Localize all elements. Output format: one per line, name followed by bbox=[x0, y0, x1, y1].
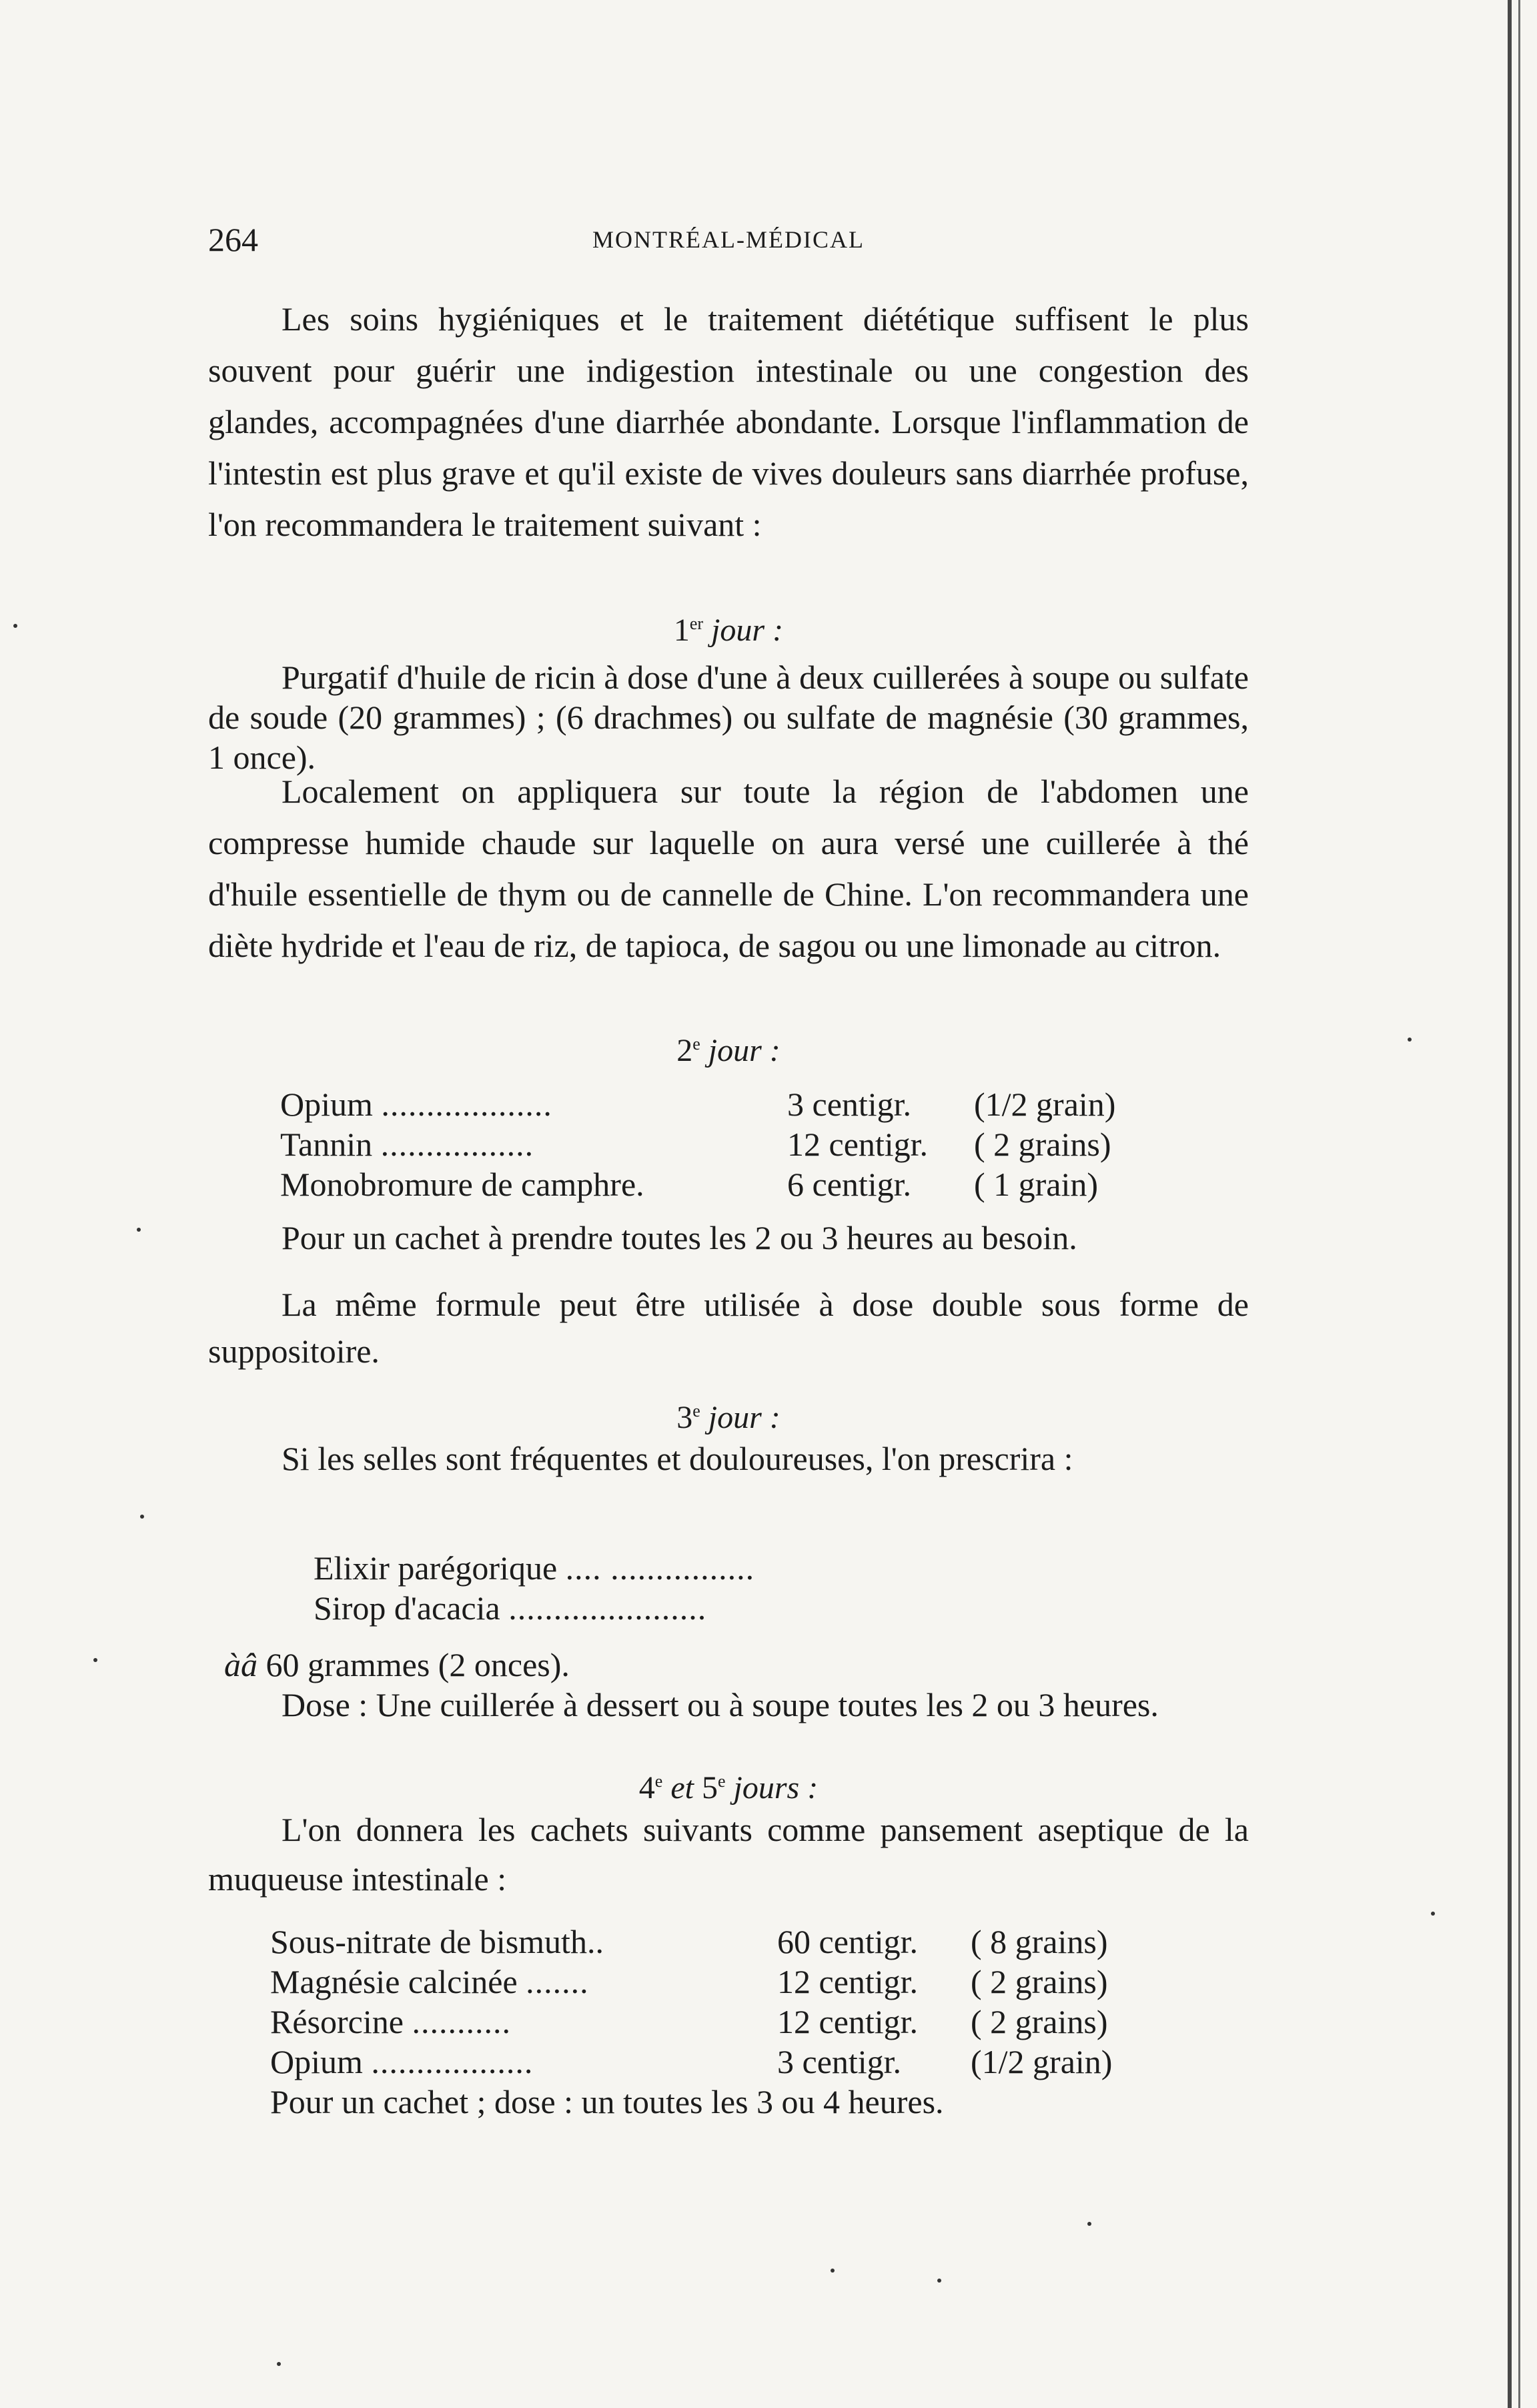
heading-days-4-5 bbox=[208, 1761, 1249, 1808]
prescription-row bbox=[314, 1548, 754, 1588]
heading-day-1-sup: er bbox=[689, 614, 704, 633]
page-header bbox=[208, 220, 1249, 260]
scan-speck bbox=[937, 2279, 941, 2283]
day-1-purgatif: Purgatif d'huile de ricin à dose d'une à deux cuillerées à soupe ou sulfate de soude (20 grammes) ; (6 drachmes) ou sulfate de magnésie (30 grammes, 1 once). bbox=[208, 659, 1249, 776]
heading-days-4-5-word: jours : bbox=[733, 1770, 819, 1805]
scan-speck bbox=[1408, 1038, 1412, 1042]
prescription-row bbox=[270, 1962, 1112, 2002]
day-3-aa-line bbox=[208, 1645, 1249, 1685]
rx-dose: 3 centigr. bbox=[777, 2043, 902, 2080]
prescription-row bbox=[280, 1124, 1115, 1164]
heading-day-2-sup: e bbox=[692, 1034, 700, 1054]
rx-equiv: ( 2 grains) bbox=[971, 2003, 1108, 2040]
rx-dose: 12 centigr. bbox=[777, 1963, 919, 2000]
days-4-5-intro: L'on donnera les cachets suivants comme pansement aseptique de la muqueuse intestinale : bbox=[208, 1811, 1249, 1898]
rx-dose: 12 centigr. bbox=[787, 1126, 929, 1163]
rx-name: Opium bbox=[280, 1086, 373, 1123]
rx-dots: .................. bbox=[371, 2043, 534, 2080]
day-3-intro: Si les selles sont fréquentes et douloureuses, l'on prescrira : bbox=[282, 1440, 1073, 1477]
scan-speck bbox=[140, 1515, 144, 1519]
prescription-row bbox=[314, 1588, 754, 1628]
running-head: MONTRÉAL-MÉDICAL bbox=[592, 226, 865, 253]
prescription-row bbox=[270, 2042, 1112, 2082]
day-1-local: Localement on appliquera sur toute la région de l'abdomen une compresse humide chaude sur laquelle on aura versé une cuillerée à thé d'huile essentielle de thym ou de cannelle de Chine. L'on recommandera une diète hydride et l'eau de riz, de tapioca, de sagou ou une limonade au citron. bbox=[208, 773, 1249, 964]
rx-name: Monobromure de camphre. bbox=[280, 1166, 644, 1203]
rx-name-cell bbox=[280, 1084, 787, 1124]
day-2-note-1: Pour un cachet à prendre toutes les 2 ou 3 heures au besoin. bbox=[282, 1219, 1077, 1256]
day-2-note-2: La même formule peut être utilisée à dose double sous forme de suppositoire. bbox=[208, 1286, 1249, 1370]
rx-equiv: ( 2 grains) bbox=[971, 1963, 1108, 2000]
heading-days-4-5-b: 5 bbox=[701, 1770, 718, 1805]
intro-paragraph: Les soins hygiéniques et le traitement diététique suffisent le plus souvent pour guérir une indigestion intestinale ou une congestion des glandes, accompagnées d'une diarrhée abondante. Lorsque l'inflammation de l'intestin est plus grave et qu'il existe de vives douleurs sans diarrhée profuse, l'on recommandera le traitement suivant : bbox=[208, 300, 1249, 543]
heading-day-3-number: 3 bbox=[676, 1400, 693, 1435]
rx-name: Tannin bbox=[280, 1126, 373, 1163]
rx-name: Sous-nitrate de bismuth.. bbox=[270, 1923, 604, 1960]
heading-day-3 bbox=[208, 1391, 1249, 1438]
rx-dots: ....... bbox=[526, 1963, 589, 2000]
rx-name-cell bbox=[270, 1922, 777, 1962]
rx-dose: 12 centigr. bbox=[777, 2003, 919, 2040]
page-number: 264 bbox=[208, 221, 258, 258]
days-4-5-final: Pour un cachet ; dose : un toutes les 3 ou 4 heures. bbox=[270, 2083, 944, 2120]
scan-speck bbox=[1431, 1912, 1435, 1916]
rx-equiv: ( 8 grains) bbox=[971, 1923, 1108, 1960]
rx-dots: .... ................ bbox=[565, 1549, 755, 1587]
heading-day-1 bbox=[208, 604, 1249, 651]
prescription-day-2 bbox=[280, 1084, 1115, 1204]
heading-day-2 bbox=[208, 1024, 1249, 1071]
scan-speck bbox=[1087, 2222, 1091, 2226]
rx-name: Résorcine bbox=[270, 2003, 404, 2040]
rx-name-cell bbox=[314, 1588, 754, 1628]
binding-edge bbox=[1498, 0, 1537, 2408]
rx-equiv: (1/2 grain) bbox=[974, 1086, 1116, 1123]
day-3-aa-rest: 60 grammes (2 onces). bbox=[258, 1646, 570, 1683]
rx-name-cell bbox=[270, 2002, 777, 2042]
prescription-days-4-5 bbox=[270, 1922, 1112, 2082]
rx-dots: ........... bbox=[412, 2003, 511, 2040]
rx-name: Elixir parégorique bbox=[314, 1549, 558, 1587]
prescription-day-3 bbox=[314, 1548, 754, 1628]
day-3-dose: Dose : Une cuillerée à dessert ou à soupe toutes les 2 ou 3 heures. bbox=[282, 1686, 1159, 1723]
rx-dose: 6 centigr. bbox=[787, 1166, 912, 1203]
rx-name-cell bbox=[270, 1962, 777, 2002]
day-3-aa: àâ bbox=[224, 1646, 258, 1683]
rx-equiv: ( 2 grains) bbox=[974, 1126, 1111, 1163]
prescription-row bbox=[280, 1164, 1115, 1204]
heading-days-4-5-a: 4 bbox=[638, 1770, 655, 1805]
scan-speck bbox=[831, 2269, 835, 2273]
rx-name: Sirop d'acacia bbox=[314, 1589, 500, 1627]
rx-name-cell bbox=[280, 1124, 787, 1164]
rx-name-cell bbox=[270, 2042, 777, 2082]
heading-days-4-5-et: et bbox=[670, 1770, 694, 1805]
scan-speck bbox=[93, 1658, 97, 1662]
heading-days-4-5-b-sup: e bbox=[717, 1771, 726, 1791]
heading-day-3-word: jour : bbox=[708, 1400, 781, 1435]
heading-day-3-sup: e bbox=[692, 1401, 700, 1421]
rx-equiv: (1/2 grain) bbox=[971, 2043, 1113, 2080]
scan-speck bbox=[277, 2362, 281, 2366]
heading-days-4-5-a-sup: e bbox=[654, 1771, 663, 1791]
rx-dots: ...................... bbox=[508, 1589, 707, 1627]
rx-equiv: ( 1 grain) bbox=[974, 1166, 1099, 1203]
rx-name: Opium bbox=[270, 2043, 363, 2080]
scan-speck bbox=[13, 624, 17, 628]
rx-dots: ................... bbox=[381, 1086, 552, 1123]
scan-speck bbox=[137, 1228, 141, 1232]
heading-day-2-number: 2 bbox=[676, 1033, 693, 1068]
rx-name: Magnésie calcinée bbox=[270, 1963, 518, 2000]
rx-name-cell bbox=[280, 1164, 787, 1204]
prescription-row bbox=[280, 1084, 1115, 1124]
rx-dots: ................. bbox=[380, 1126, 534, 1163]
heading-day-1-number: 1 bbox=[673, 613, 690, 648]
rx-name-cell bbox=[314, 1548, 754, 1588]
rx-dose: 3 centigr. bbox=[787, 1086, 912, 1123]
prescription-row bbox=[270, 1922, 1112, 1962]
heading-day-2-word: jour : bbox=[708, 1033, 781, 1068]
rx-dose: 60 centigr. bbox=[777, 1923, 919, 1960]
prescription-row bbox=[270, 2002, 1112, 2042]
heading-day-1-word: jour : bbox=[711, 613, 784, 648]
